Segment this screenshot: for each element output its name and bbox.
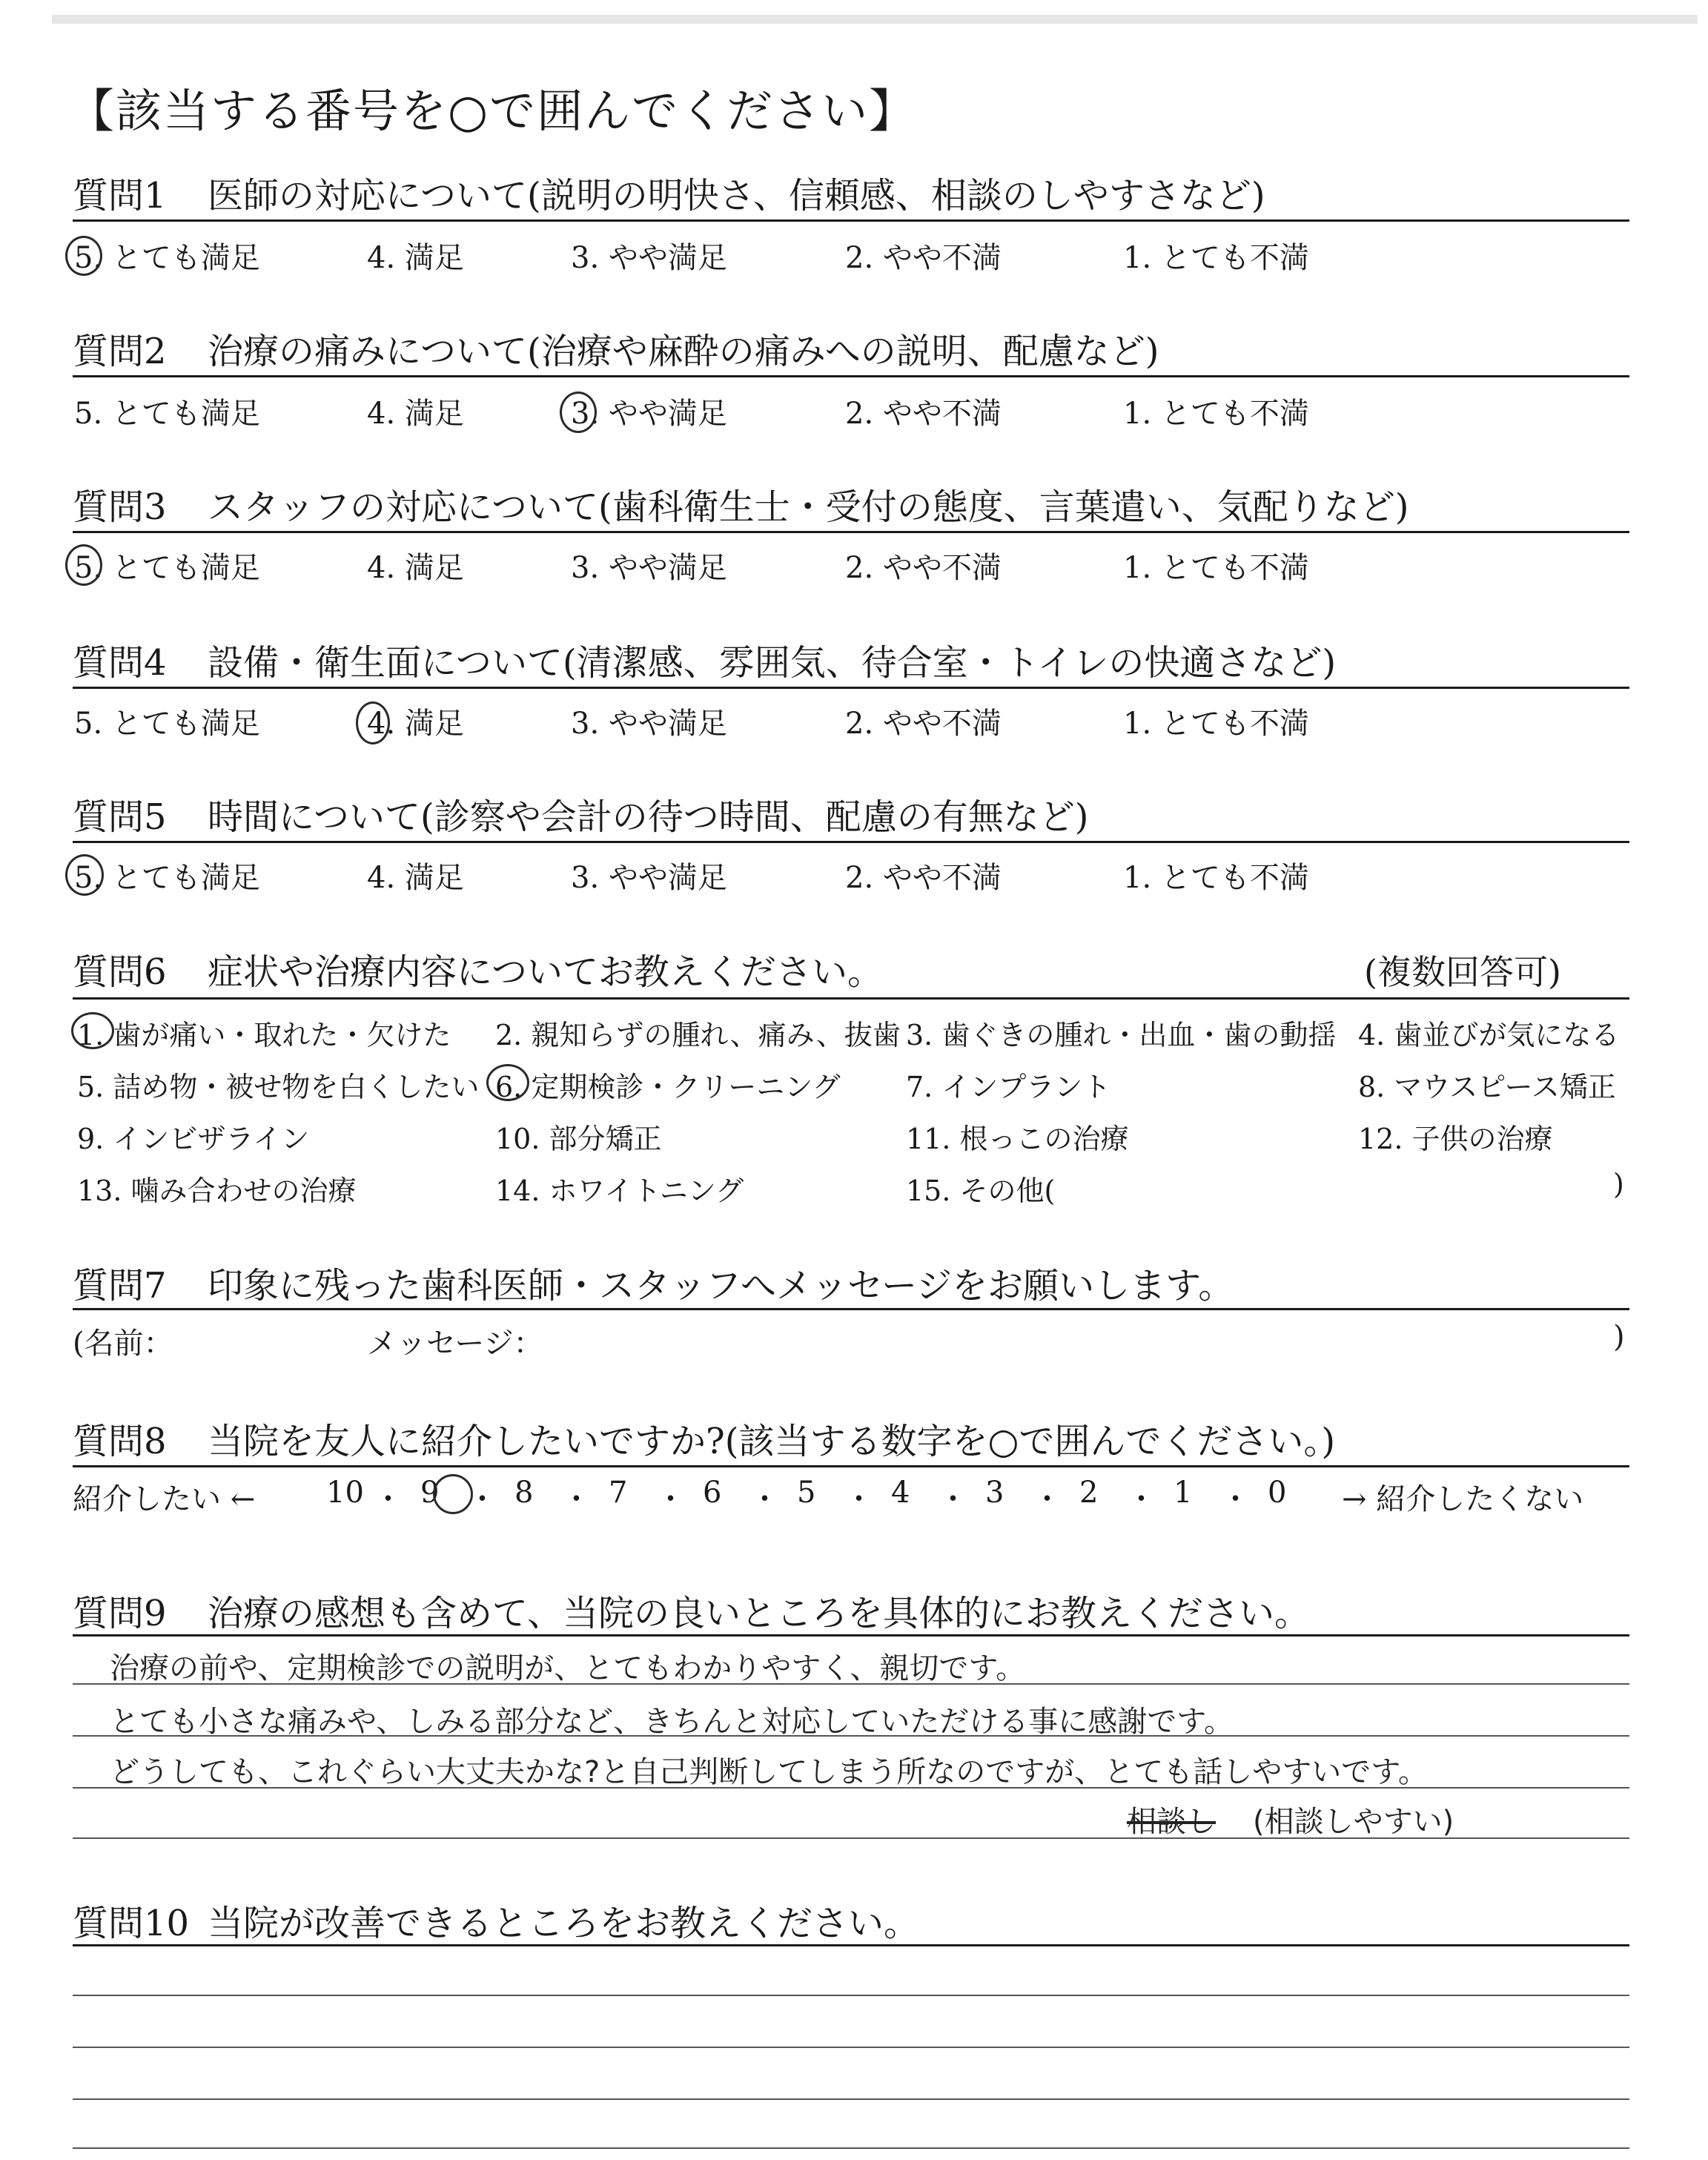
question-7-rule <box>73 1308 1629 1310</box>
q8-scale-value-3[interactable]: 3 <box>985 1476 1004 1510</box>
question-2-text: 治療の痛みについて(治療や麻酔の痛みへの説明、配慮など) <box>208 331 1159 372</box>
q8-scale-separator: ・ <box>938 1482 968 1516</box>
q4-selection-circle <box>356 701 390 744</box>
q8-scale-value-4[interactable]: 4 <box>891 1476 910 1510</box>
q6-option-5[interactable]: 5. 詰め物・被せ物を白くしたい <box>77 1071 480 1103</box>
q4-option-1[interactable]: 1. とても不満 <box>1123 707 1309 741</box>
question-8-number: 質問8 <box>73 1421 167 1462</box>
q3-selection-circle <box>65 544 102 586</box>
q10-line-2 <box>73 2047 1629 2048</box>
q2-option-1[interactable]: 1. とても不満 <box>1123 397 1309 431</box>
q6-selection-circle-1 <box>71 1012 114 1049</box>
q3-option-5[interactable]: 5. とても満足 <box>74 551 260 585</box>
question-10 <box>73 1895 1629 1946</box>
q6-option-13[interactable]: 13. 噛み合わせの治療 <box>77 1175 357 1207</box>
question-9 <box>73 1585 1629 1636</box>
q6-option-6[interactable]: 6. 定期検診・クリーニング <box>495 1071 841 1103</box>
q8-scale-value-0[interactable]: 0 <box>1268 1476 1287 1510</box>
q8-scale-separator: ・ <box>1220 1482 1251 1516</box>
q8-scale-value-8[interactable]: 8 <box>514 1476 534 1510</box>
question-8-rule <box>73 1465 1629 1467</box>
question-1 <box>73 167 1629 218</box>
question-3-text: スタッフの対応について(歯科衛生士・受付の態度、言葉遣い、気配りなど) <box>208 486 1409 528</box>
q8-left-label: 紹介したい ← <box>73 1482 256 1516</box>
question-6-rule <box>73 997 1629 1000</box>
q4-option-2[interactable]: 2. やや不満 <box>845 707 1002 741</box>
q3-option-2[interactable]: 2. やや不満 <box>845 551 1002 585</box>
question-2-rule <box>73 375 1629 377</box>
question-4 <box>73 634 1629 685</box>
q6-option-11[interactable]: 11. 根っこの治療 <box>906 1123 1129 1155</box>
q1-option-4[interactable]: 4. 満足 <box>367 241 464 275</box>
question-9-rule <box>73 1634 1629 1636</box>
question-2-number: 質問2 <box>73 331 167 372</box>
question-9-number: 質問9 <box>73 1593 167 1634</box>
question-8 <box>73 1413 1629 1464</box>
q9-answer-line-2: とても小さな痛みや、しみる部分など、きちんと対応していただける事に感謝です。 <box>110 1705 1234 1739</box>
q6-option-7[interactable]: 7. インプラント <box>906 1071 1111 1103</box>
q8-scale-value-5[interactable]: 5 <box>797 1476 816 1510</box>
question-10-text: 当院が改善できるところをお教えください。 <box>208 1903 920 1944</box>
q8-scale-separator: ・ <box>844 1482 874 1516</box>
q5-option-3[interactable]: 3. やや満足 <box>571 861 727 895</box>
q6-option-10[interactable]: 10. 部分矯正 <box>495 1123 662 1155</box>
q2-option-4[interactable]: 4. 満足 <box>367 397 464 431</box>
q6-selection-circle-6 <box>486 1064 529 1101</box>
q8-right-label: → 紹介したくない <box>1342 1482 1584 1516</box>
q3-option-1[interactable]: 1. とても不満 <box>1123 551 1309 585</box>
q10-line-3 <box>73 2098 1629 2100</box>
question-9-text: 治療の感想も含めて、当院の良いところを具体的にお教えください。 <box>208 1593 1311 1634</box>
question-5-text: 時間について(診察や会計の待つ時間、配慮の有無など) <box>208 796 1089 838</box>
q6-option-3[interactable]: 3. 歯ぐきの腫れ・出血・歯の動揺 <box>906 1019 1337 1051</box>
q2-selection-circle <box>560 392 597 433</box>
q1-option-1[interactable]: 1. とても不満 <box>1123 241 1309 275</box>
q8-selection-circle <box>433 1474 473 1514</box>
top-border <box>52 15 1698 24</box>
question-3-number: 質問3 <box>73 486 167 528</box>
question-7 <box>73 1257 1629 1308</box>
q8-scale-value-2[interactable]: 2 <box>1079 1476 1099 1510</box>
q6-option-15-close: ) <box>1613 1168 1624 1200</box>
q8-scale-separator: ・ <box>373 1482 403 1516</box>
q8-scale-separator: ・ <box>561 1482 592 1516</box>
question-4-number: 質問4 <box>73 642 167 684</box>
question-1-rule <box>73 219 1629 222</box>
q1-option-5[interactable]: 5. とても満足 <box>74 241 260 275</box>
q10-line-1 <box>73 1995 1629 1996</box>
question-2 <box>73 323 1629 374</box>
q4-option-4[interactable]: 4. 満足 <box>367 707 464 741</box>
question-1-text: 医師の対応について(説明の明快さ、信頼感、相談のしやすさなど) <box>208 175 1265 217</box>
q3-option-3[interactable]: 3. やや満足 <box>571 551 727 585</box>
q7-name-label: (名前： <box>73 1327 173 1361</box>
q1-option-2[interactable]: 2. やや不満 <box>845 241 1002 275</box>
q6-option-1[interactable]: 1. 歯が痛い・取れた・欠けた <box>77 1019 451 1051</box>
q5-option-5[interactable]: 5. とても満足 <box>74 861 260 895</box>
q6-option-12[interactable]: 12. 子供の治療 <box>1358 1123 1553 1155</box>
question-5-rule <box>73 841 1629 843</box>
q5-option-2[interactable]: 2. やや不満 <box>845 861 1002 895</box>
q8-scale-separator: ・ <box>1126 1482 1156 1516</box>
question-3 <box>73 478 1629 529</box>
q1-option-3[interactable]: 3. やや満足 <box>571 241 727 275</box>
q5-option-4[interactable]: 4. 満足 <box>367 861 464 895</box>
question-4-text: 設備・衛生面について(清潔感、雰囲気、待合室・トイレの快適さなど) <box>208 642 1337 684</box>
q5-selection-circle <box>65 854 104 896</box>
question-6-text: 症状や治療内容についてお教えください。 <box>208 951 884 993</box>
page-title: 【該当する番号を○で囲んでください】 <box>68 84 917 138</box>
q8-scale-value-6[interactable]: 6 <box>703 1476 722 1510</box>
q8-scale-value-1[interactable]: 1 <box>1174 1476 1193 1510</box>
q2-option-3[interactable]: 3. やや満足 <box>571 397 727 431</box>
q4-option-5[interactable]: 5. とても満足 <box>74 707 260 741</box>
q8-scale-value-9[interactable]: 9 <box>420 1476 440 1510</box>
question-10-number: 質問10 <box>73 1903 190 1944</box>
question-5-number: 質問5 <box>73 796 167 838</box>
q8-scale-value-10[interactable]: 10 <box>326 1476 364 1510</box>
question-6-note: (複数回答可) <box>1364 952 1561 992</box>
q6-option-14[interactable]: 14. ホワイトニング <box>495 1175 744 1207</box>
question-8-text: 当院を友人に紹介したいですか?(該当する数字を○で囲んでください。) <box>208 1421 1336 1462</box>
question-4-rule <box>73 687 1629 689</box>
q9-correction: (相談しやすい) <box>1253 1805 1454 1839</box>
q8-scale-separator: ・ <box>1032 1482 1062 1516</box>
q4-option-3[interactable]: 3. やや満足 <box>571 707 727 741</box>
q8-scale-value-7[interactable]: 7 <box>609 1476 628 1510</box>
question-7-text: 印象に残った歯科医師・スタッフへメッセージをお願いします。 <box>208 1265 1234 1307</box>
q6-option-15[interactable]: 15. その他( <box>906 1175 1056 1207</box>
q1-selection-circle <box>65 236 102 276</box>
q8-scale-separator: ・ <box>655 1482 686 1516</box>
q9-answer-line-1: 治療の前や、定期検診での説明が、とてもわかりやすく、親切です。 <box>110 1651 1026 1685</box>
q9-struck-word: 相談し <box>1127 1805 1216 1839</box>
q6-option-2[interactable]: 2. 親知らずの腫れ、痛み、抜歯 <box>495 1019 901 1051</box>
question-10-rule <box>73 1944 1629 1946</box>
question-5 <box>73 788 1629 839</box>
q7-message-label: メッセージ： <box>367 1327 543 1361</box>
q3-option-4[interactable]: 4. 満足 <box>367 551 464 585</box>
q8-scale-separator: ・ <box>749 1482 780 1516</box>
q6-option-9[interactable]: 9. インビザライン <box>77 1123 310 1155</box>
q9-answer-line-3: どうしても、これぐらい大丈夫かな?と自己判断してしまう所なのですが、とても話しやすいです。 <box>110 1755 1429 1789</box>
question-3-rule <box>73 531 1629 533</box>
q5-option-1[interactable]: 1. とても不満 <box>1123 861 1309 895</box>
question-7-number: 質問7 <box>73 1265 167 1307</box>
question-6-number: 質問6 <box>73 951 167 993</box>
q2-option-2[interactable]: 2. やや不満 <box>845 397 1002 431</box>
q6-option-8[interactable]: 8. マウスピース矯正 <box>1358 1071 1616 1103</box>
q10-line-4 <box>73 2147 1629 2149</box>
q6-option-4[interactable]: 4. 歯並びが気になる <box>1358 1019 1620 1051</box>
q8-scale-separator: ・ <box>467 1482 497 1516</box>
q2-option-5[interactable]: 5. とても満足 <box>74 397 260 431</box>
q7-close-paren: ) <box>1613 1320 1625 1354</box>
question-1-number: 質問1 <box>73 175 167 217</box>
